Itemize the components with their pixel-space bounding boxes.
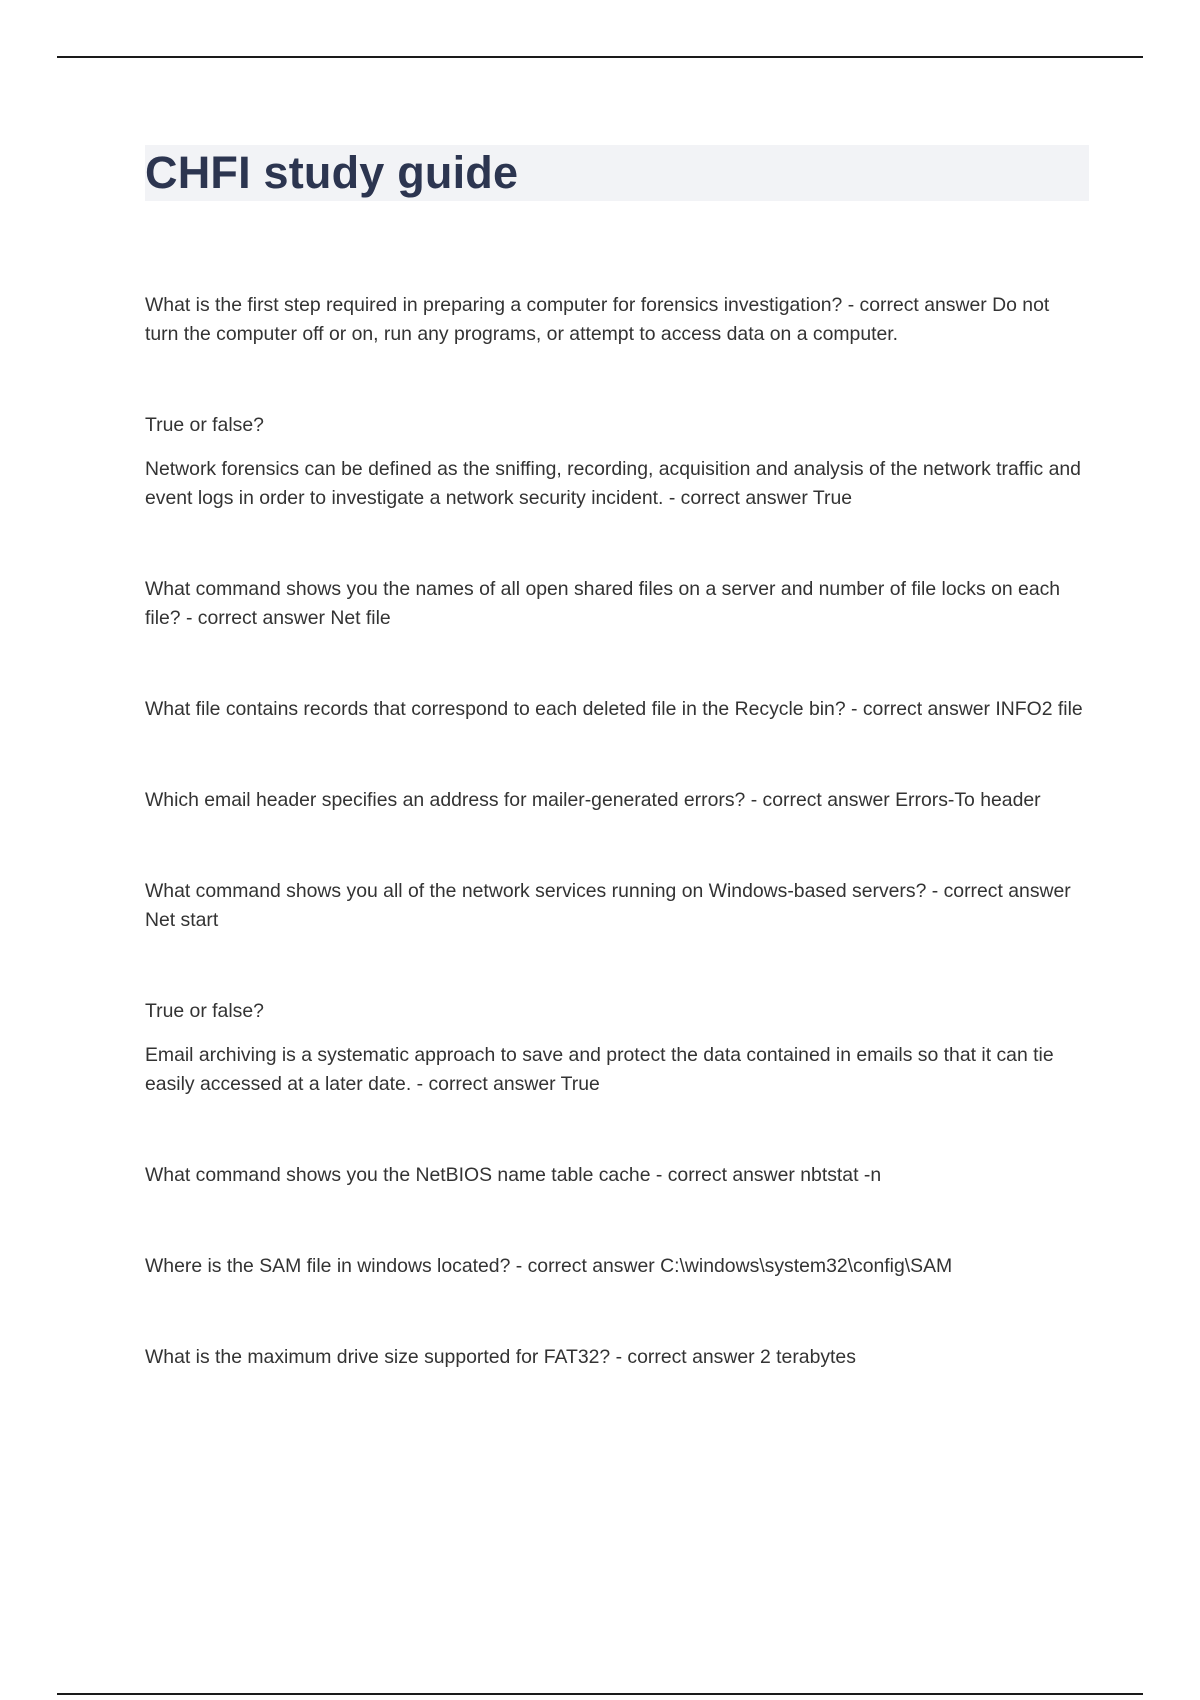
answer-separator: - correct answer xyxy=(663,487,813,509)
question-text: What file contains records that correspond to each deleted file in the Recycle bin? xyxy=(145,698,846,720)
qa-item xyxy=(145,997,1085,1099)
qa-item xyxy=(145,1161,1085,1190)
qa-item xyxy=(145,1343,1085,1372)
qa-item xyxy=(145,1252,1085,1281)
qa-list xyxy=(145,291,1085,1372)
answer-text: Net start xyxy=(145,909,219,931)
qa-text xyxy=(145,695,1085,724)
question-text: Where is the SAM file in windows located? xyxy=(145,1255,511,1277)
qa-item xyxy=(145,291,1085,349)
qa-lead: True or false? xyxy=(145,414,264,436)
qa-item xyxy=(145,786,1085,815)
qa-item xyxy=(145,695,1085,724)
answer-text: INFO2 file xyxy=(995,698,1083,720)
answer-text: Do not turn the computer off or on, run any programs, or attempt to access data on a computer. xyxy=(145,294,1050,345)
answer-separator: - correct answer xyxy=(842,294,993,316)
qa-lead: True or false? xyxy=(145,1000,264,1022)
answer-text: C:\windows\system32\config\SAM xyxy=(660,1255,953,1277)
qa-text xyxy=(145,1252,1085,1281)
answer-separator: - correct answer xyxy=(510,1255,661,1277)
question-text: Which email header specifies an address for mailer-generated errors? xyxy=(145,789,746,811)
qa-text xyxy=(145,1161,1085,1190)
question-text: Network forensics can be defined as the sniffing, recording, acquisition and analysis of the network traffic and event logs in order to investigate a network security incident. xyxy=(145,458,1081,509)
question-text: What command shows you the NetBIOS name table cache xyxy=(145,1164,651,1186)
page-title: CHFI study guide xyxy=(145,147,519,198)
qa-text xyxy=(145,1041,1085,1099)
qa-item xyxy=(145,877,1085,935)
question-text: What command shows you all of the network services running on Windows-based servers? xyxy=(145,880,927,902)
question-text: What command shows you the names of all open shared files on a server and number of file locks on each file? xyxy=(145,578,1061,629)
top-rule xyxy=(57,56,1143,58)
answer-separator: - correct answer xyxy=(845,698,996,720)
qa-text xyxy=(145,455,1085,513)
answer-text: nbtstat -n xyxy=(800,1164,882,1186)
answer-separator: - correct answer xyxy=(411,1073,561,1095)
answer-separator: - correct answer xyxy=(926,880,1071,902)
answer-text: Net file xyxy=(330,607,391,629)
qa-text xyxy=(145,575,1085,633)
answer-text: True xyxy=(812,487,853,509)
answer-text: True xyxy=(560,1073,600,1095)
qa-text xyxy=(145,1343,1085,1372)
answer-separator: - correct answer xyxy=(180,607,331,629)
qa-text xyxy=(145,877,1085,935)
qa-item xyxy=(145,411,1085,513)
qa-item xyxy=(145,575,1085,633)
question-text: What is the maximum drive size supported for FAT32? xyxy=(145,1346,611,1368)
qa-text xyxy=(145,786,1085,815)
question-text: Email archiving is a systematic approach to save and protect the data contained in emails so that it can tie easily accessed at a later date. xyxy=(145,1044,1054,1095)
bottom-rule xyxy=(57,1693,1143,1695)
qa-text xyxy=(145,291,1085,349)
answer-text: Errors-To header xyxy=(895,789,1041,811)
answer-separator: - correct answer xyxy=(650,1164,801,1186)
question-text: What is the first step required in preparing a computer for forensics investigation? xyxy=(145,294,843,316)
answer-separator: - correct answer xyxy=(610,1346,760,1368)
answer-text: 2 terabytes xyxy=(759,1346,856,1368)
answer-separator: - correct answer xyxy=(745,789,896,811)
